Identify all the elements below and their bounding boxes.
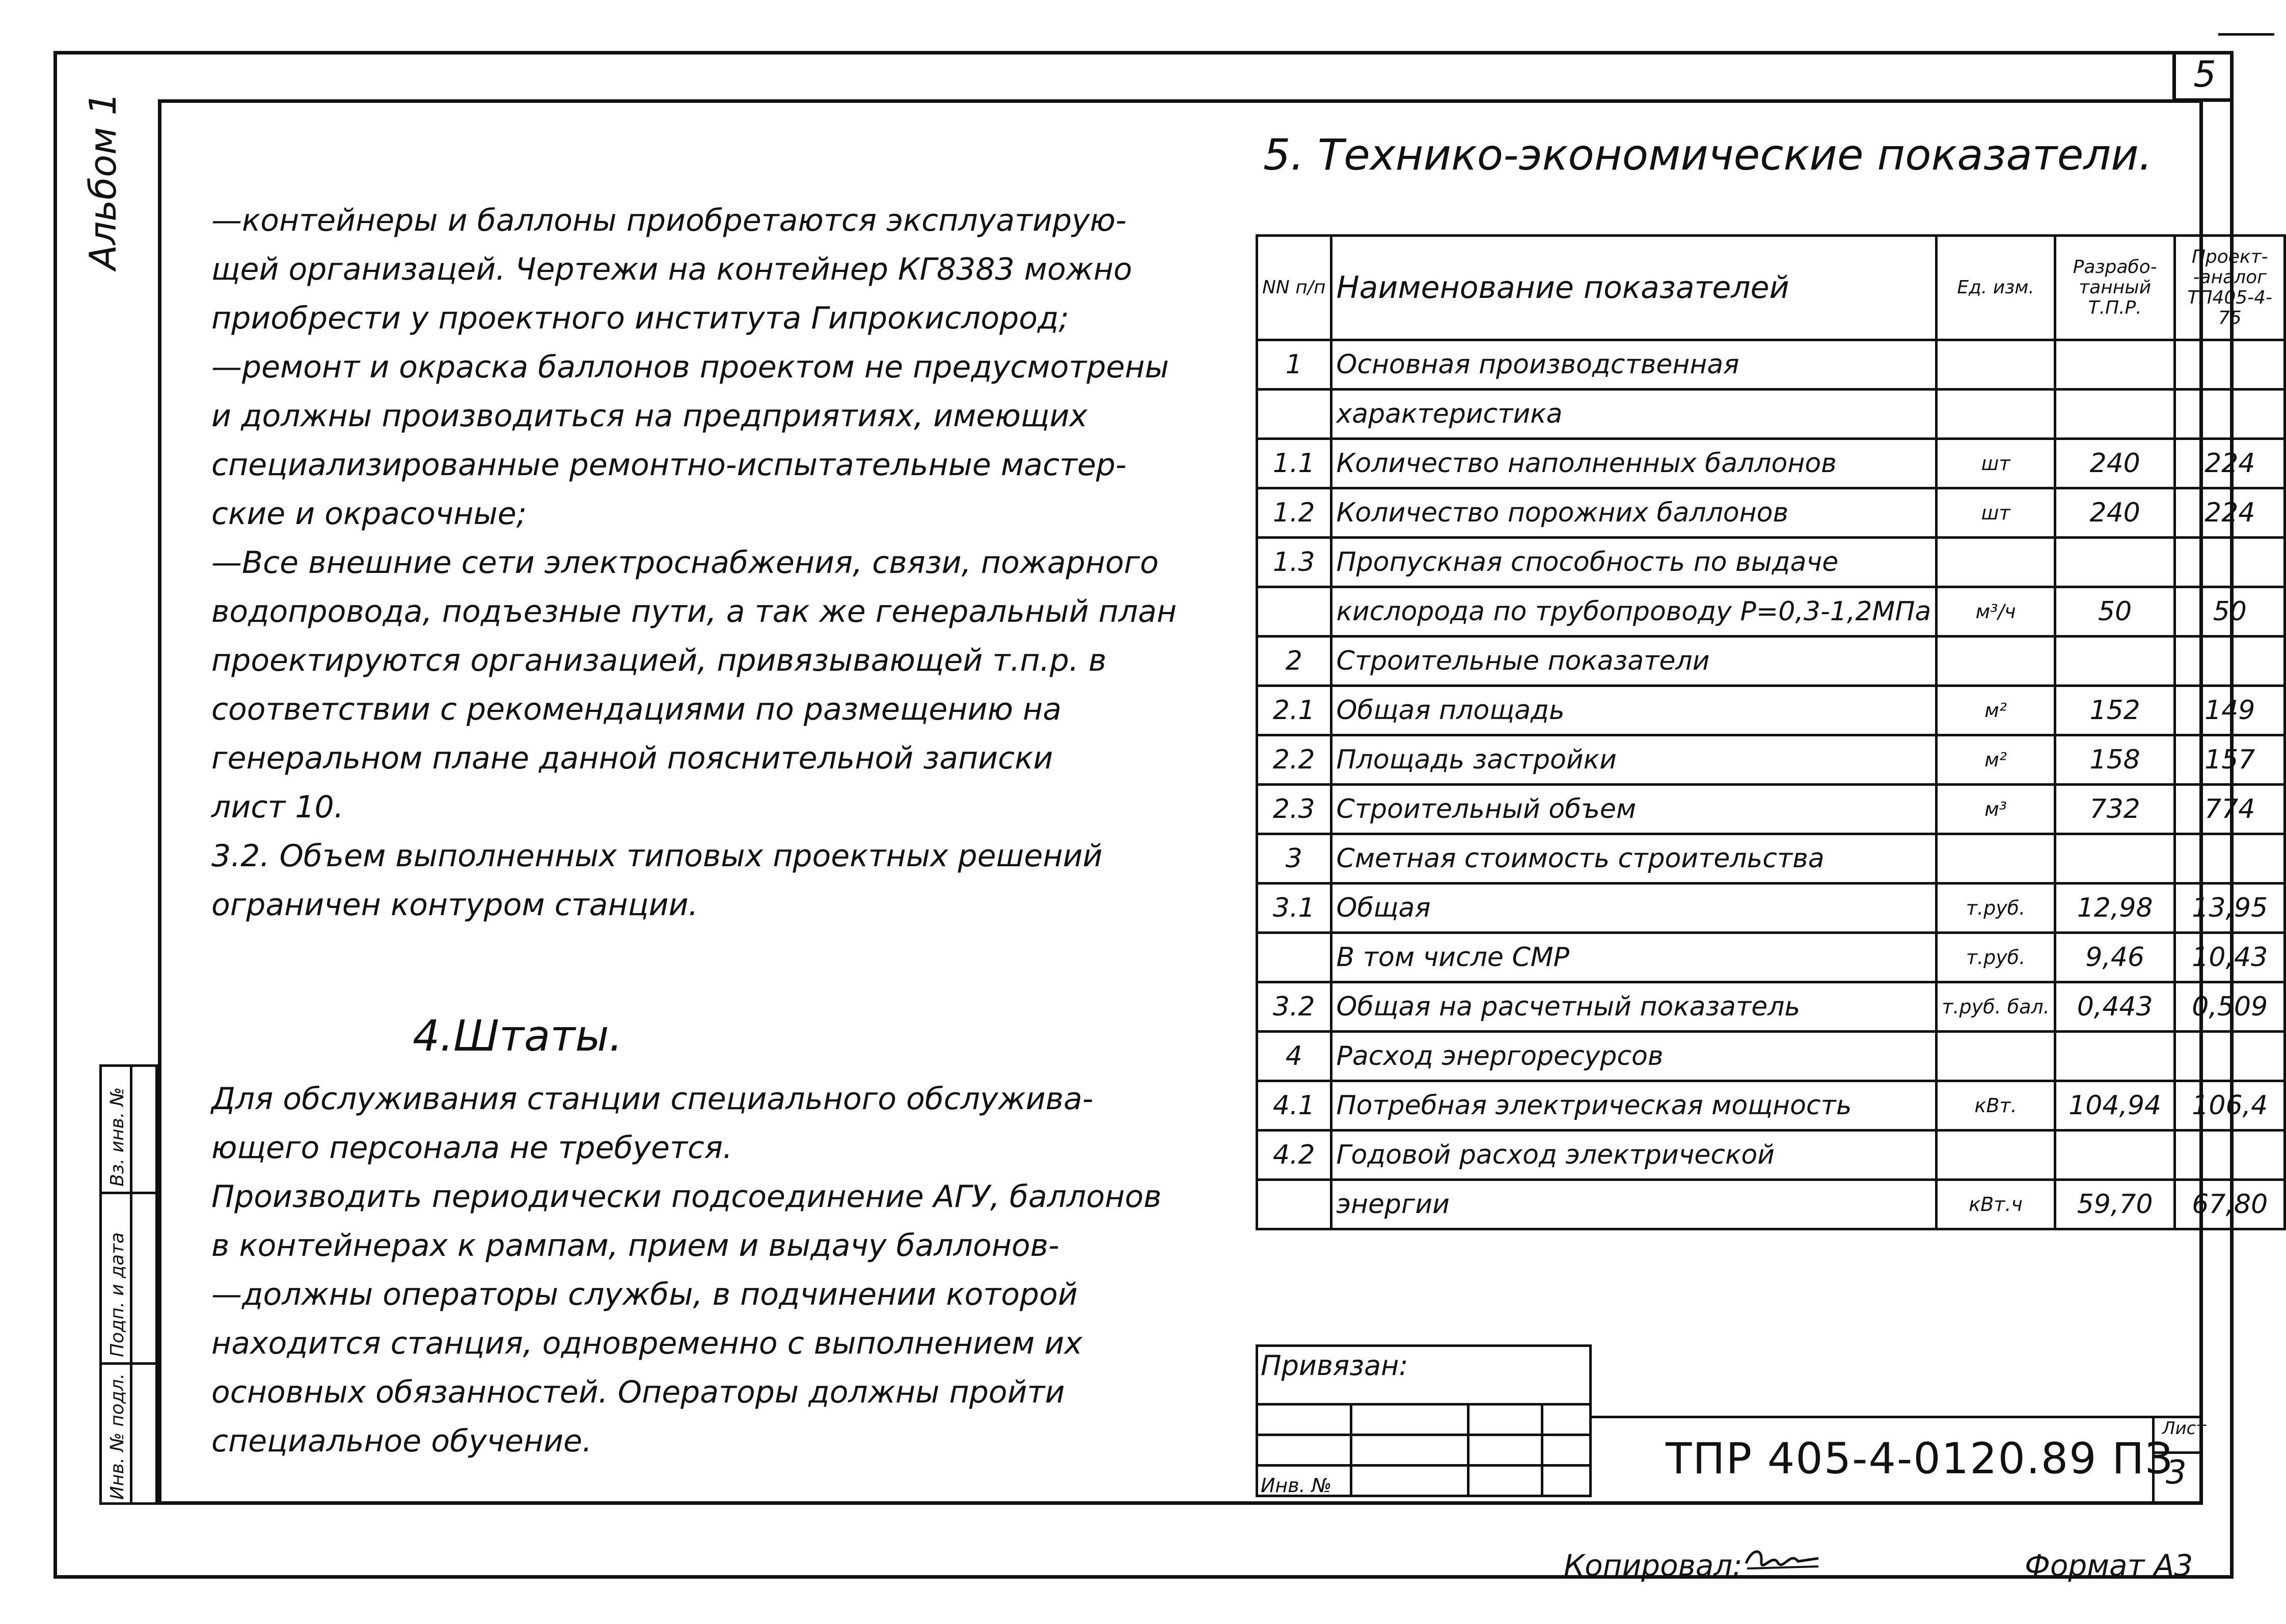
text-line: приобрести у проектного института Гипрокислород; xyxy=(211,300,1069,336)
cell-name: Потребная электрическая мощность xyxy=(1331,1081,1937,1131)
sheet-label: Лист xyxy=(2162,1418,2207,1439)
table-row xyxy=(1257,439,2285,488)
cell-unit xyxy=(1937,538,2055,587)
text-line: соответствии с рекомендациями по размещению на xyxy=(211,692,1062,727)
table-header-row xyxy=(1257,236,2285,340)
text-line: специализированные ремонтно-испытательные мастер- xyxy=(211,447,1127,483)
cell-developed: 50 xyxy=(2055,587,2175,637)
sheet-number: 3 xyxy=(2166,1454,2187,1492)
staff-text-line: в контейнерах к рампам, прием и выдачу баллонов- xyxy=(211,1228,1059,1263)
cell-name: В том числе СМР xyxy=(1331,933,1937,982)
cell-name: кислорода по трубопроводу Р=0,3-1,2МПа xyxy=(1331,587,1937,637)
text-line: лист 10. xyxy=(211,789,344,825)
table-row xyxy=(1257,637,2285,686)
cell-name: энергии xyxy=(1331,1180,1937,1229)
table-row xyxy=(1257,488,2285,538)
cell-name: характеристика xyxy=(1331,390,1937,439)
cell-developed: 104,94 xyxy=(2055,1081,2175,1131)
header-unit: Ед. изм. xyxy=(1937,236,2055,340)
cell-analog: 67,80 xyxy=(2175,1180,2285,1229)
cell-unit xyxy=(1937,390,2055,439)
cell-num: 2.2 xyxy=(1257,735,1331,785)
cell-num: 1 xyxy=(1257,340,1331,390)
table-row xyxy=(1257,340,2285,390)
cell-name: Строительный объем xyxy=(1331,785,1937,834)
cell-num: 3 xyxy=(1257,834,1331,884)
album-label: Альбом 1 xyxy=(81,92,124,270)
cell-developed xyxy=(2055,1032,2175,1081)
header-analog: Проект- -аналог ТП405-4-75 xyxy=(2175,236,2285,340)
staff-text-line: Для обслуживания станции специального обслужива- xyxy=(211,1081,1094,1117)
cell-unit: т.руб. xyxy=(1937,884,2055,933)
staff-heading: 4.Штаты. xyxy=(413,1011,623,1061)
header-num: NN п/п xyxy=(1257,236,1331,340)
cell-analog xyxy=(2175,390,2285,439)
cell-name: Площадь застройки xyxy=(1331,735,1937,785)
table-row xyxy=(1257,1032,2285,1081)
table-row xyxy=(1257,933,2285,982)
table-row xyxy=(1257,538,2285,587)
cell-num xyxy=(1257,390,1331,439)
cell-num xyxy=(1257,587,1331,637)
text-line: ские и окрасочные; xyxy=(211,496,527,532)
table-row xyxy=(1257,1131,2285,1180)
staff-text-line: специальное обучение. xyxy=(211,1423,592,1459)
cell-analog xyxy=(2175,1032,2285,1081)
cell-analog: 149 xyxy=(2175,686,2285,735)
section-title: 5. Технико-экономические показатели. xyxy=(1263,130,2153,180)
document-code: ТПР 405-4-0120.89 ПЗ xyxy=(1666,1434,2174,1483)
cell-developed: 152 xyxy=(2055,686,2175,735)
cell-unit: кВт.ч xyxy=(1937,1180,2055,1229)
cell-name: Строительные показатели xyxy=(1331,637,1937,686)
cell-unit xyxy=(1937,637,2055,686)
cell-num: 2.3 xyxy=(1257,785,1331,834)
cell-name: Годовой расход электрической xyxy=(1331,1131,1937,1180)
table-row xyxy=(1257,785,2285,834)
cell-name: Общая на расчетный показатель xyxy=(1331,982,1937,1032)
cell-name: Общая площадь xyxy=(1331,686,1937,735)
cell-analog: 224 xyxy=(2175,488,2285,538)
text-line: —контейнеры и баллоны приобретаются эксплуатирую- xyxy=(211,203,1127,238)
cell-analog xyxy=(2175,834,2285,884)
cell-analog: 157 xyxy=(2175,735,2285,785)
top-rule xyxy=(2218,33,2274,36)
cell-unit: кВт. xyxy=(1937,1081,2055,1131)
cell-unit: т.руб. бал. xyxy=(1937,982,2055,1032)
cell-developed: 240 xyxy=(2055,488,2175,538)
table-row xyxy=(1257,587,2285,637)
text-line: проектируются организацией, привязывающей т.п.р. в xyxy=(211,643,1107,678)
cell-analog: 106,4 xyxy=(2175,1081,2285,1131)
title-block-line xyxy=(1592,1416,2203,1418)
cell-num: 1.3 xyxy=(1257,538,1331,587)
side-label-replace-inv: Вз. инв. № xyxy=(107,1087,128,1187)
cell-developed: 59,70 xyxy=(2055,1180,2175,1229)
table-row xyxy=(1257,982,2285,1032)
copied-label: Копировал: xyxy=(1564,1548,1743,1583)
cell-num: 1.1 xyxy=(1257,439,1331,488)
cell-developed xyxy=(2055,340,2175,390)
cell-name: Расход энергоресурсов xyxy=(1331,1032,1937,1081)
table-row xyxy=(1257,686,2285,735)
cell-developed: 158 xyxy=(2055,735,2175,785)
cell-analog: 10,43 xyxy=(2175,933,2285,982)
staff-text-block xyxy=(211,1075,1205,1466)
cell-num: 2 xyxy=(1257,637,1331,686)
header-developed: Разрабо- танный Т.П.Р. xyxy=(2055,236,2175,340)
side-label-sign-date: Подп. и дата xyxy=(107,1232,128,1357)
cell-unit: шт xyxy=(1937,439,2055,488)
cell-analog xyxy=(2175,340,2285,390)
staff-text-line: находится станция, одновременно с выполнением их xyxy=(211,1326,1082,1361)
page-number: 5 xyxy=(2172,51,2234,102)
cell-num: 4.2 xyxy=(1257,1131,1331,1180)
format-label: Формат А3 xyxy=(2025,1548,2193,1583)
cell-analog: 0,509 xyxy=(2175,982,2285,1032)
indicators-table xyxy=(1256,234,2286,1230)
cell-analog: 774 xyxy=(2175,785,2285,834)
cell-unit xyxy=(1937,1131,2055,1180)
cell-analog xyxy=(2175,637,2285,686)
text-line: 3.2. Объем выполненных типовых проектных решений xyxy=(211,838,1103,874)
table-row xyxy=(1257,390,2285,439)
cell-developed xyxy=(2055,834,2175,884)
staff-text-line: —должны операторы службы, в подчинении которой xyxy=(211,1277,1078,1312)
inv-label: Инв. № xyxy=(1261,1474,1332,1497)
cell-analog: 13,95 xyxy=(2175,884,2285,933)
staff-text-line: основных обязанностей. Операторы должны пройти xyxy=(211,1374,1065,1410)
cell-developed xyxy=(2055,390,2175,439)
text-line: ограничен контуром станции. xyxy=(211,887,698,923)
cell-analog xyxy=(2175,538,2285,587)
cell-developed: 240 xyxy=(2055,439,2175,488)
side-strip xyxy=(99,1064,158,1505)
table-body xyxy=(1257,340,2285,1229)
cell-unit: м³/ч xyxy=(1937,587,2055,637)
cell-name: Общая xyxy=(1331,884,1937,933)
cell-analog: 224 xyxy=(2175,439,2285,488)
table-row xyxy=(1257,834,2285,884)
text-line: водопровода, подъезные пути, а так же генеральный план xyxy=(211,594,1177,629)
cell-developed: 12,98 xyxy=(2055,884,2175,933)
cell-unit: т.руб. xyxy=(1937,933,2055,982)
table-row xyxy=(1257,1180,2285,1229)
cell-num xyxy=(1257,933,1331,982)
table-row xyxy=(1257,1081,2285,1131)
side-label-inv-orig: Инв. № подл. xyxy=(107,1373,128,1500)
cell-developed xyxy=(2055,637,2175,686)
cell-num: 3.1 xyxy=(1257,884,1331,933)
binding-label: Привязан: xyxy=(1261,1350,1408,1382)
staff-text-line: Производить периодически подсоединение АГУ, баллонов xyxy=(211,1179,1162,1215)
cell-num: 2.1 xyxy=(1257,686,1331,735)
cell-num: 4 xyxy=(1257,1032,1331,1081)
cell-analog xyxy=(2175,1131,2285,1180)
header-name: Наименование показателей xyxy=(1331,236,1937,340)
cell-num: 4.1 xyxy=(1257,1081,1331,1131)
signature xyxy=(1742,1543,1824,1574)
cell-unit: м³ xyxy=(1937,785,2055,834)
text-line: —Все внешние сети электроснабжения, связи, пожарного xyxy=(211,545,1159,581)
cell-analog: 50 xyxy=(2175,587,2285,637)
cell-num xyxy=(1257,1180,1331,1229)
cell-unit: шт xyxy=(1937,488,2055,538)
cell-num: 1.2 xyxy=(1257,488,1331,538)
left-text-block xyxy=(211,196,1205,929)
cell-developed: 9,46 xyxy=(2055,933,2175,982)
table-row xyxy=(1257,884,2285,933)
cell-unit xyxy=(1937,340,2055,390)
cell-developed xyxy=(2055,1131,2175,1180)
cell-name: Пропускная способность по выдаче xyxy=(1331,538,1937,587)
cell-unit: м² xyxy=(1937,686,2055,735)
text-line: и должны производиться на предприятиях, имеющих xyxy=(211,398,1087,434)
cell-name: Количество порожних баллонов xyxy=(1331,488,1937,538)
cell-developed: 0,443 xyxy=(2055,982,2175,1032)
text-line: —ремонт и окраска баллонов проектом не предусмотрены xyxy=(211,349,1169,385)
cell-name: Количество наполненных баллонов xyxy=(1331,439,1937,488)
cell-unit xyxy=(1937,834,2055,884)
cell-name: Сметная стоимость строительства xyxy=(1331,834,1937,884)
cell-developed xyxy=(2055,538,2175,587)
text-line: щей организацей. Чертежи на контейнер КГ8383 можно xyxy=(211,252,1132,287)
cell-name: Основная производственная xyxy=(1331,340,1937,390)
cell-unit xyxy=(1937,1032,2055,1081)
text-line: генеральном плане данной пояснительной записки xyxy=(211,740,1053,776)
table-row xyxy=(1257,735,2285,785)
staff-text-line: ющего персонала не требуется. xyxy=(211,1130,733,1166)
cell-num: 3.2 xyxy=(1257,982,1331,1032)
cell-developed: 732 xyxy=(2055,785,2175,834)
cell-unit: м² xyxy=(1937,735,2055,785)
